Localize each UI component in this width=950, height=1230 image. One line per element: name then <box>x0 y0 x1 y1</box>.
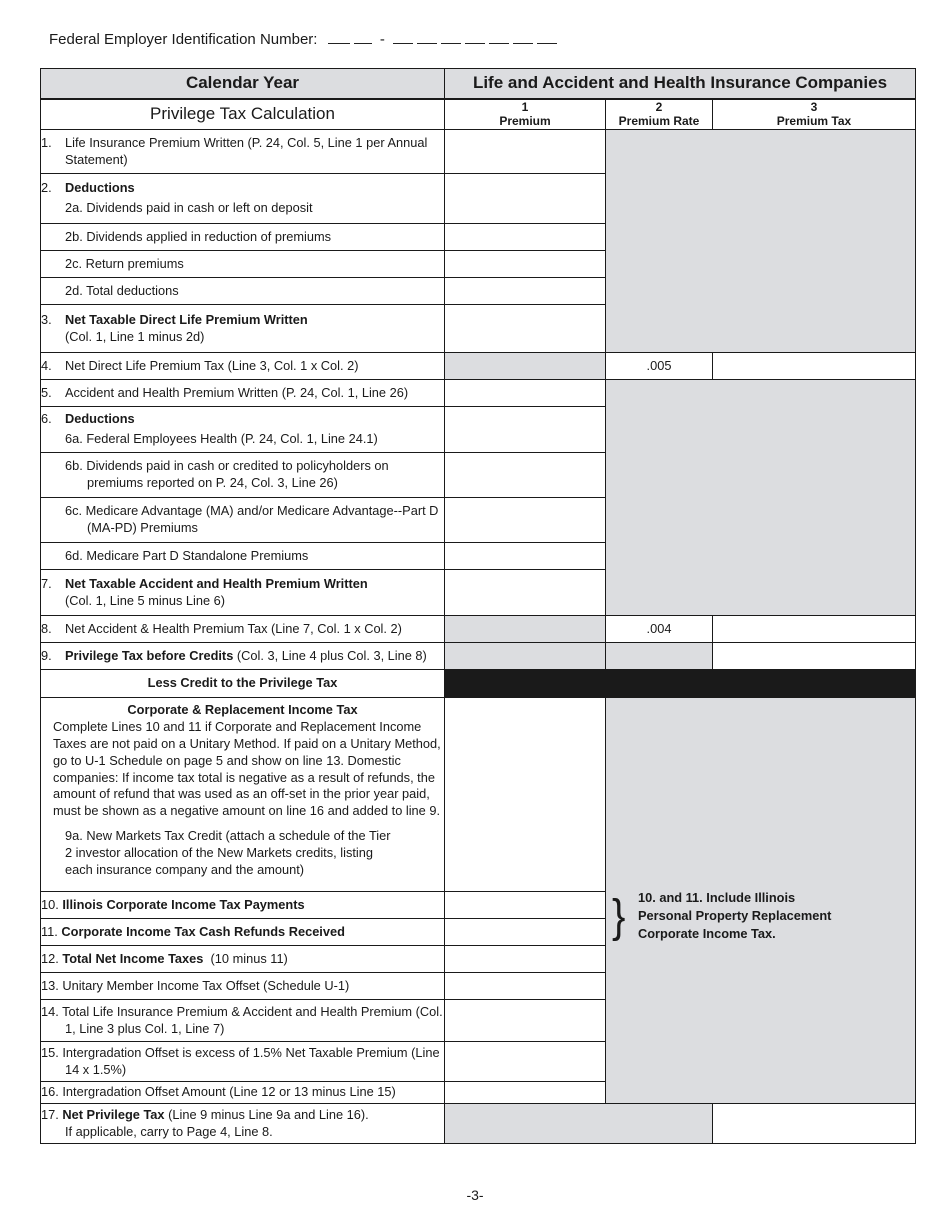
line-8-label: 8. Net Accident & Health Premium Tax (Line 7, Col. 1 x Col. 2) <box>41 616 445 643</box>
line-6c-premium-cell[interactable] <box>445 498 606 543</box>
line-15-premium-cell[interactable] <box>445 1042 606 1082</box>
line-6a-premium-cell[interactable] <box>445 407 606 453</box>
calendar-year-heading: Calendar Year <box>41 69 445 100</box>
line-7-premium-cell[interactable] <box>445 570 606 616</box>
line-9-row <box>41 643 916 670</box>
fein-blank[interactable] <box>465 31 485 44</box>
line-17-label: 17. Net Privilege Tax (Line 9 minus Line 9a and Line 16). If applicable, carry to Page 4, Line 8. <box>41 1104 445 1144</box>
section-title: Privilege Tax Calculation <box>41 99 445 130</box>
column-header-premium: 1 Premium <box>445 99 606 130</box>
fein-label: Federal Employer Identification Number: <box>49 31 318 48</box>
line-2c-label: 2c. Return premiums <box>41 251 445 278</box>
line-9-premium-shaded <box>445 643 606 670</box>
line-6b-label: 6b. Dividends paid in cash or credited to policyholders on premiums reported on P. 24, Col. 3, Line 26) <box>41 453 445 498</box>
line-1-row <box>41 130 916 174</box>
line-12-label: 12. Total Net Income Taxes (10 minus 11) <box>41 946 445 973</box>
fein-blank[interactable] <box>537 31 557 44</box>
fein-blank[interactable] <box>441 31 461 44</box>
line-15-label: 15. Intergradation Offset is excess of 1.5% Net Taxable Premium (Line 14 x 1.5%) <box>41 1042 445 1082</box>
line-6d-premium-cell[interactable] <box>445 543 606 570</box>
privilege-tax-table <box>40 68 916 1144</box>
line-9-tax-cell[interactable] <box>713 643 916 670</box>
line-1-premium-cell[interactable] <box>445 130 606 174</box>
column-header-row <box>41 99 916 130</box>
line-16-label: 16. Intergradation Offset Amount (Line 12 or 13 minus Line 15) <box>41 1082 445 1104</box>
line-12-premium-cell[interactable] <box>445 946 606 973</box>
line-7-label: 7. Net Taxable Accident and Health Premium Written (Col. 1, Line 5 minus Line 6) <box>41 570 445 616</box>
shaded-block-lines-1-3 <box>606 130 916 353</box>
line-2b-label: 2b. Dividends applied in reduction of premiums <box>41 224 445 251</box>
fein-blank[interactable] <box>489 31 509 44</box>
line-13-label: 13. Unitary Member Income Tax Offset (Schedule U-1) <box>41 973 445 1000</box>
fein-blank[interactable] <box>328 31 350 44</box>
line-11-premium-cell[interactable] <box>445 919 606 946</box>
line-13-premium-cell[interactable] <box>445 973 606 1000</box>
line-11-label: 11. Corporate Income Tax Cash Refunds Received <box>41 919 445 946</box>
credit-header-label: Less Credit to the Privilege Tax <box>41 670 445 698</box>
line-2b-premium-cell[interactable] <box>445 224 606 251</box>
line-4-premium-shaded <box>445 353 606 380</box>
corporate-income-tax-row <box>41 698 916 892</box>
fein-dash: - <box>379 31 385 48</box>
line-9a-premium-cell[interactable] <box>445 698 606 892</box>
line-17-row <box>41 1104 916 1144</box>
line-8-row <box>41 616 916 643</box>
column-header-premium-rate: 2 Premium Rate <box>606 99 713 130</box>
line-5-premium-cell[interactable] <box>445 380 606 407</box>
brace-icon: } <box>612 891 626 942</box>
line-6d-label: 6d. Medicare Part D Standalone Premiums <box>41 543 445 570</box>
line-6b-premium-cell[interactable] <box>445 453 606 498</box>
line-4-label: 4. Net Direct Life Premium Tax (Line 3, Col. 1 x Col. 2) <box>41 353 445 380</box>
line-2a-premium-cell[interactable] <box>445 174 606 224</box>
line-2d-premium-cell[interactable] <box>445 278 606 305</box>
fein-blank[interactable] <box>354 31 372 44</box>
corporate-income-tax-label: Corporate & Replacement Income Tax Complete Lines 10 and 11 if Corporate and Replacement Income Taxes are not paid on a Unitary Method. If paid on a Unitary Method, go to U-1 Schedule on page 5 and show on line 13. Domestic companies: If income tax total is negative as a result of refunds, the amount of refund that was used as an off-set in the prior year paid, must be shown as a negative amount on line 16 and added to line 9. 9a. New Markets Tax Credit (attach a schedule of the Tier 2 investor allocation of the New Markets credits, listing each insurance company and the amount) <box>41 698 445 892</box>
credit-header-black-bar <box>445 670 916 698</box>
line-3-label: 3. Net Taxable Direct Life Premium Written (Col. 1, Line 1 minus 2d) <box>41 305 445 353</box>
line-14-label: 14. Total Life Insurance Premium & Accident and Health Premium (Col. 1, Line 3 plus Col. 1, Line 7) <box>41 1000 445 1042</box>
fein-blank[interactable] <box>393 31 413 44</box>
page-number: -3- <box>466 1187 484 1203</box>
line-6c-label: 6c. Medicare Advantage (MA) and/or Medicare Advantage--Part D (MA-PD) Premiums <box>41 498 445 543</box>
shaded-block-lines-9a-16 <box>606 698 916 1104</box>
line-16-premium-cell[interactable] <box>445 1082 606 1104</box>
line-10-premium-cell[interactable] <box>445 892 606 919</box>
line-5-label: 5. Accident and Health Premium Written (P. 24, Col. 1, Line 26) <box>41 380 445 407</box>
credit-header-row <box>41 670 916 698</box>
line-9-rate-shaded <box>606 643 713 670</box>
line-8-premium-shaded <box>445 616 606 643</box>
fein-blank[interactable] <box>417 31 437 44</box>
company-type-heading: Life and Accident and Health Insurance Companies <box>445 69 916 100</box>
line-2-label: 2. Deductions 2a. Dividends paid in cash or left on deposit <box>41 174 445 224</box>
title-row <box>41 69 916 100</box>
line-1-label: 1. Life Insurance Premium Written (P. 24, Col. 5, Line 1 per Annual Statement) <box>41 130 445 174</box>
line-8-rate: .004 <box>606 616 713 643</box>
column-header-premium-tax: 3 Premium Tax <box>713 99 916 130</box>
line-6-label: 6. Deductions 6a. Federal Employees Health (P. 24, Col. 1, Line 24.1) <box>41 407 445 453</box>
line-4-row <box>41 353 916 380</box>
line-17-tax-cell[interactable] <box>713 1104 916 1144</box>
shaded-block-lines-5-7 <box>606 380 916 616</box>
line-4-tax-cell[interactable] <box>713 353 916 380</box>
lines-10-11-note: } 10. and 11. Include Illinois Personal Property Replacement Corporate Income Tax. <box>612 889 852 943</box>
line-14-premium-cell[interactable] <box>445 1000 606 1042</box>
line-4-rate: .005 <box>606 353 713 380</box>
fein-blank[interactable] <box>513 31 533 44</box>
line-17-shaded <box>445 1104 713 1144</box>
line-8-tax-cell[interactable] <box>713 616 916 643</box>
line-3-premium-cell[interactable] <box>445 305 606 353</box>
line-2c-premium-cell[interactable] <box>445 251 606 278</box>
line-10-label: 10. Illinois Corporate Income Tax Payments <box>41 892 445 919</box>
line-9-label: 9. Privilege Tax before Credits (Col. 3, Line 4 plus Col. 3, Line 8) <box>41 643 445 670</box>
line-5-row <box>41 380 916 407</box>
line-2d-label: 2d. Total deductions <box>41 278 445 305</box>
fein-field <box>49 31 561 48</box>
